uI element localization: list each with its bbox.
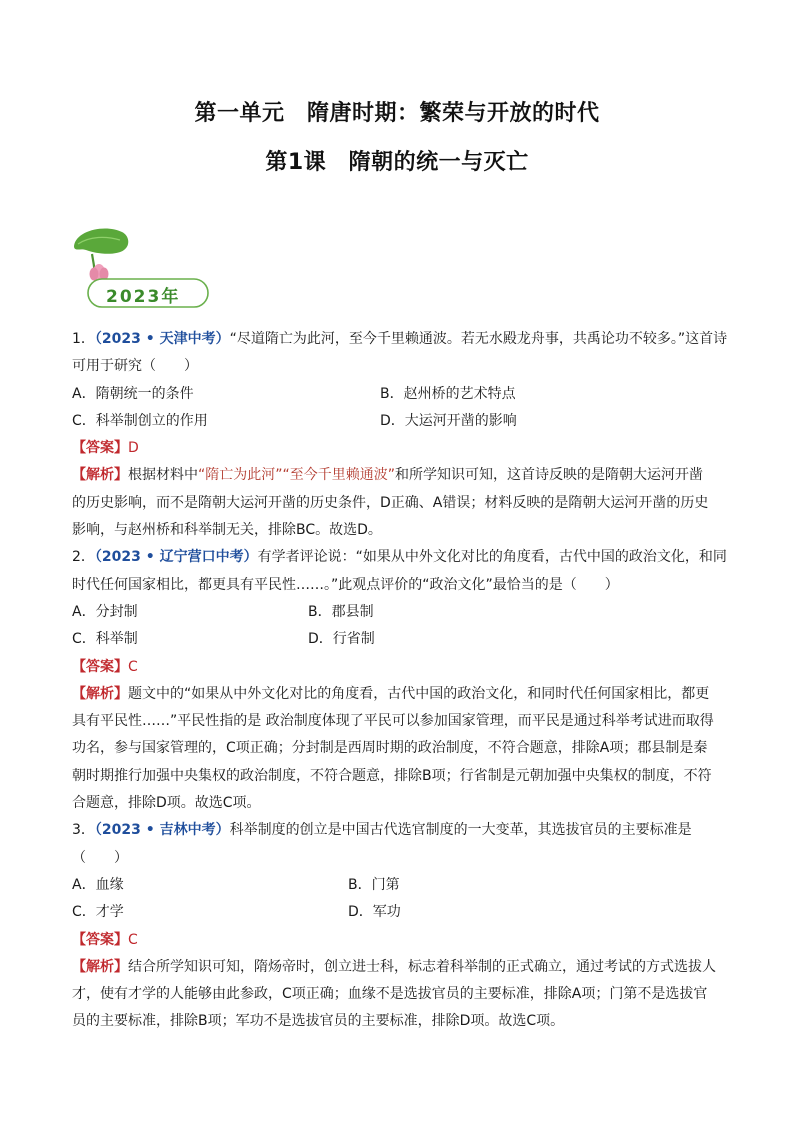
analysis-label: 【解析】 xyxy=(72,958,128,975)
lotus-flower-icon xyxy=(90,264,109,281)
stem-text: （ ） xyxy=(72,849,128,866)
question-1 xyxy=(72,326,728,544)
answer-value: C xyxy=(128,931,138,948)
analysis-text: 具有平民性……”平民性指的是 政治制度体现了平民可以参加国家管理，而平民是通过科举考试进而取得 xyxy=(72,713,714,730)
answer-label: 【答案】 xyxy=(72,440,128,457)
analysis-text: 功名，参与国家管理的，C项正确；分封制是西周时期的政治制度，不符合题意，排除A项；郡县制是秦 xyxy=(72,740,708,757)
option-row xyxy=(72,626,728,653)
year-emblem xyxy=(66,224,216,312)
analysis-label: 【解析】 xyxy=(72,467,128,484)
year-label: 2023年 xyxy=(106,287,181,307)
question-2 xyxy=(72,544,728,817)
analysis-text: 才，使有才学的人能够由此参政，C项正确；血缘不是选拔官员的主要标准，排除A项；门第不是选拔官 xyxy=(72,986,708,1003)
option-a[interactable]: A．分封制 xyxy=(72,603,138,620)
option-a[interactable]: A．隋朝统一的条件 xyxy=(72,385,194,402)
option-c[interactable]: C．科举制 xyxy=(72,631,138,648)
stem-text: 可用于研究（ ） xyxy=(72,358,198,375)
question-number: 2． xyxy=(72,549,95,566)
answer-line xyxy=(72,435,728,462)
option-row xyxy=(72,408,728,435)
option-d[interactable]: D．行省制 xyxy=(308,631,375,648)
analysis-label: 【解析】 xyxy=(72,685,128,702)
option-row xyxy=(72,872,728,899)
analysis-text: 结合所学知识可知，隋炀帝时，创立进士科，标志着科举制的正式确立，通过考试的方式选拔人 xyxy=(128,958,716,975)
answer-label: 【答案】 xyxy=(72,931,128,948)
analysis-text: 朝时期推行加强中央集权的政治制度，不符合题意，排除B项；行省制是元朝加强中央集权的制度，不符 xyxy=(72,767,712,784)
option-b[interactable]: B．赵州桥的艺术特点 xyxy=(380,385,516,402)
option-b[interactable]: B．郡县制 xyxy=(308,603,374,620)
analysis-line xyxy=(72,681,728,708)
lesson-title: 第1课 隋朝的统一与灭亡 xyxy=(265,150,529,175)
analysis-text: 合题意，排除D项。故选C项。 xyxy=(72,795,261,812)
option-b[interactable]: B．门第 xyxy=(348,876,400,893)
answer-line xyxy=(72,927,728,954)
analysis-quote: “隋亡为此河”“至今千里赖通波” xyxy=(198,467,396,484)
question-source: （2023 • 辽宁营口中考） xyxy=(94,549,258,566)
answer-value: D xyxy=(128,440,139,457)
option-a[interactable]: A．血缘 xyxy=(72,876,124,893)
stem-text: 科举制度的创立是中国古代选官制度的一大变革，其选拔官员的主要标准是 xyxy=(229,822,692,839)
option-d[interactable]: D．大运河开凿的影响 xyxy=(380,412,517,429)
question-source: （2023 • 天津中考） xyxy=(94,331,230,347)
option-row xyxy=(72,899,728,926)
option-d[interactable]: D．军功 xyxy=(348,904,401,921)
analysis-line xyxy=(72,954,728,981)
question-number: 1． xyxy=(72,331,95,347)
analysis-text: 的历史影响，而不是隋朝大运河开凿的历史条件，D正确、A错误；材料反映的是隋朝大运河开凿的历史 xyxy=(72,494,709,511)
stem-text: 时代任何国家相比，都更具有平民性……。”此观点评价的“政治文化”最恰当的是（ ） xyxy=(72,576,619,593)
question-3 xyxy=(72,817,728,1035)
question-stem xyxy=(72,817,728,844)
option-c[interactable]: C．才学 xyxy=(72,904,124,921)
question-source: （2023 • 吉林中考） xyxy=(94,822,230,839)
option-row xyxy=(72,381,728,408)
analysis-line xyxy=(72,462,728,489)
answer-value: C xyxy=(128,658,138,675)
question-stem xyxy=(72,326,728,353)
analysis-text: 员的主要标准，排除B项；军功不是选拔官员的主要标准，排除D项。故选C项。 xyxy=(72,1013,565,1030)
analysis-text: 和所学知识可知，这首诗反映的是隋朝大运河开凿 xyxy=(395,467,704,484)
stem-text: 有学者评论说：“如果从中外文化对比的角度看，古代中国的政治文化，和同 xyxy=(257,549,727,566)
question-number: 3． xyxy=(72,822,95,839)
option-row xyxy=(72,599,728,626)
answer-label: 【答案】 xyxy=(72,658,128,675)
analysis-text: 根据材料中 xyxy=(128,467,198,484)
question-stem xyxy=(72,544,728,571)
stem-text: “尽道隋亡为此河，至今千里赖通波。若无水殿龙舟事，共禹论功不较多。”这首诗 xyxy=(229,331,728,347)
analysis-text: 影响，与赵州桥和科举制无关，排除BC。故选D。 xyxy=(72,522,382,539)
unit-title: 第一单元 隋唐时期：繁荣与开放的时代 xyxy=(194,101,600,126)
option-c[interactable]: C．科举制创立的作用 xyxy=(72,412,208,429)
analysis-text: 题文中的“如果从中外文化对比的角度看，古代中国的政治文化，和同时代任何国家相比，都更 xyxy=(128,685,710,702)
answer-line xyxy=(72,654,728,681)
question-list xyxy=(72,326,728,1036)
